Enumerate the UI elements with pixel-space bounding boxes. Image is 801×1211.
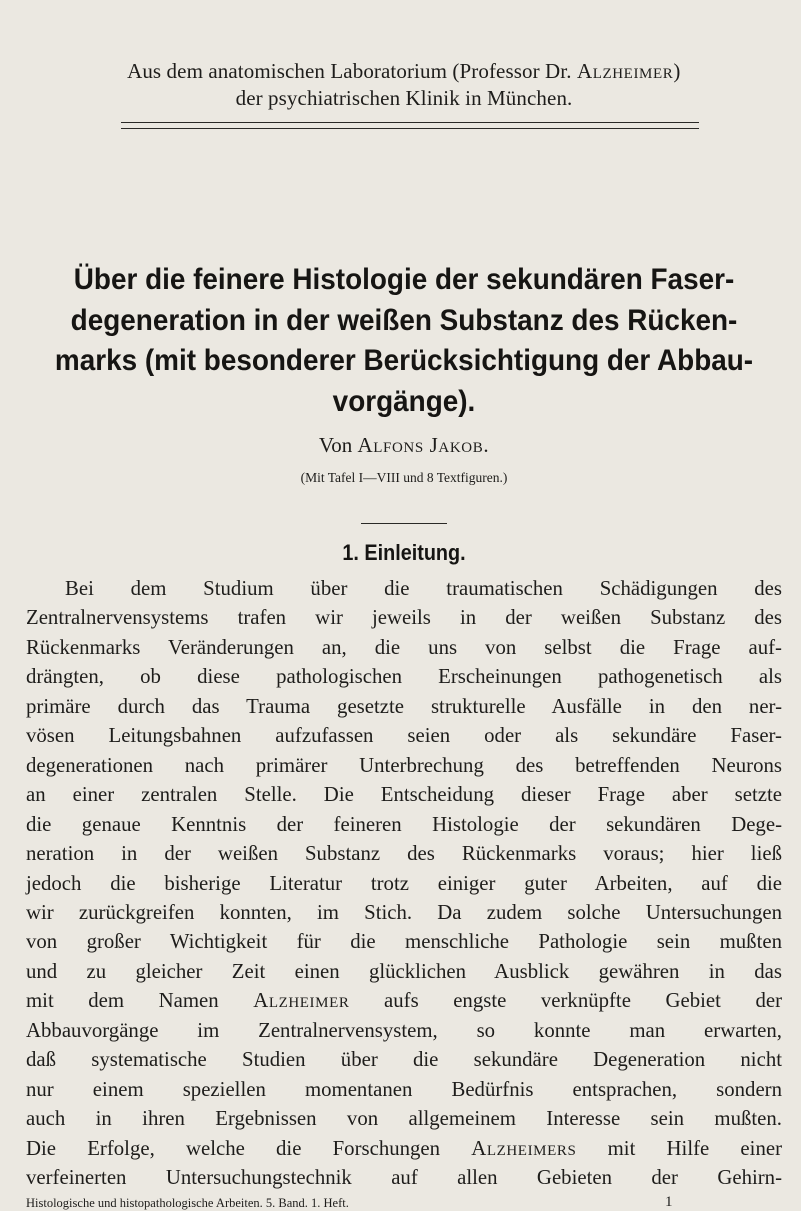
text-line: verfeinerten Untersuchungstechnik auf allen Gebieten der Gehirn- <box>26 1166 782 1190</box>
plates-note: (Mit Tafel I—VIII und 8 Textfiguren.) <box>300 470 508 485</box>
text-line: daß systematische Studien über die sekundäre Degeneration nicht <box>26 1048 782 1072</box>
text-line: nur einem speziellen momentanen Bedürfnis entsprachen, sondern <box>26 1077 782 1101</box>
author-line <box>26 432 782 458</box>
text-line: primäre durch das Trauma gesetzte strukturelle Ausfälle in den ner- <box>26 694 782 718</box>
text-segment: aufs engste verknüpfte Gebiet der <box>384 989 783 1013</box>
institution-name: Alzheimer) <box>576 59 681 83</box>
institution-line-1 <box>26 58 782 85</box>
author-reference: Alzheimer <box>253 989 350 1013</box>
text-line: Rückenmarks Veränderungen an, die uns von selbst die Frage auf- <box>26 635 782 659</box>
text-line <box>26 1134 782 1163</box>
text-line: von großer Wichtigkeit für die menschliche Pathologie sein mußten <box>26 930 782 954</box>
section-heading: 1. Einleitung. <box>342 540 466 565</box>
text-segment: Die Erfolge, welche die Forschungen <box>26 1136 441 1160</box>
page-footer <box>26 1195 782 1211</box>
text-line: an einer zentralen Stelle. Die Entscheidung dieser Frage aber setzte <box>26 783 782 807</box>
author-reference: Alzheimers <box>471 1136 577 1160</box>
header-double-rule <box>121 122 699 129</box>
author-prefix: Von <box>318 433 353 457</box>
text-line <box>26 986 782 1015</box>
text-line: Bei dem Studium über die traumatischen Schädigungen des <box>65 577 782 600</box>
author-name: Alfons Jakob. <box>357 433 490 457</box>
text-line: drängten, ob diese pathologischen Erscheinungen pathogenetisch als <box>26 665 782 689</box>
text-line: Zentralnervensystems trafen wir jeweils in der weißen Substanz des <box>26 606 782 630</box>
paper-page <box>26 0 783 1210</box>
text-line: Abbauvorgänge im Zentralnervensystem, so konnte man erwarten, <box>26 1018 782 1042</box>
title-line: vorgänge). <box>332 384 476 418</box>
section-divider <box>361 523 447 524</box>
text-line: und zu gleicher Zeit einen glücklichen Ausblick gewähren in das <box>26 959 782 983</box>
text-segment: mit Hilfe einer <box>607 1136 782 1160</box>
text-segment: mit dem Namen <box>26 989 219 1013</box>
text-line: die genaue Kenntnis der feineren Histologie der sekundären Dege- <box>26 812 782 836</box>
institution-prefix: Aus dem anatomischen Laboratorium (Professor Dr. <box>127 59 572 83</box>
body-text <box>26 574 782 1193</box>
institution-header <box>26 58 782 112</box>
text-line: degenerationen nach primärer Unterbrechung des betreffenden Neurons <box>26 753 782 777</box>
article-title <box>52 260 755 422</box>
journal-footer: Histologische und histopathologische Arbeiten. 5. Band. 1. Heft. <box>26 1195 349 1210</box>
text-line: neration in der weißen Substanz des Rückenmarks voraus; hier ließ <box>26 842 782 866</box>
title-line: degeneration in der weißen Substanz des Rücken- <box>70 303 738 337</box>
text-line: wir zurückgreifen konnten, im Stich. Da zudem solche Untersuchungen <box>26 900 782 924</box>
title-line: Über die feinere Histologie der sekundären Faser- <box>73 263 735 296</box>
text-line: vösen Leitungsbahnen aufzufassen seien oder als sekundäre Faser- <box>26 724 782 748</box>
title-line: marks (mit besonderer Berücksichtigung der Abbau- <box>54 344 754 377</box>
text-line: jedoch die bisherige Literatur trotz einiger guter Arbeiten, auf die <box>26 871 782 895</box>
institution-line-2: der psychiatrischen Klinik in München. <box>235 86 573 110</box>
page-number: 1 <box>665 1193 673 1210</box>
text-line: auch in ihren Ergebnissen von allgemeinem Interesse sein mußten. <box>26 1107 782 1131</box>
